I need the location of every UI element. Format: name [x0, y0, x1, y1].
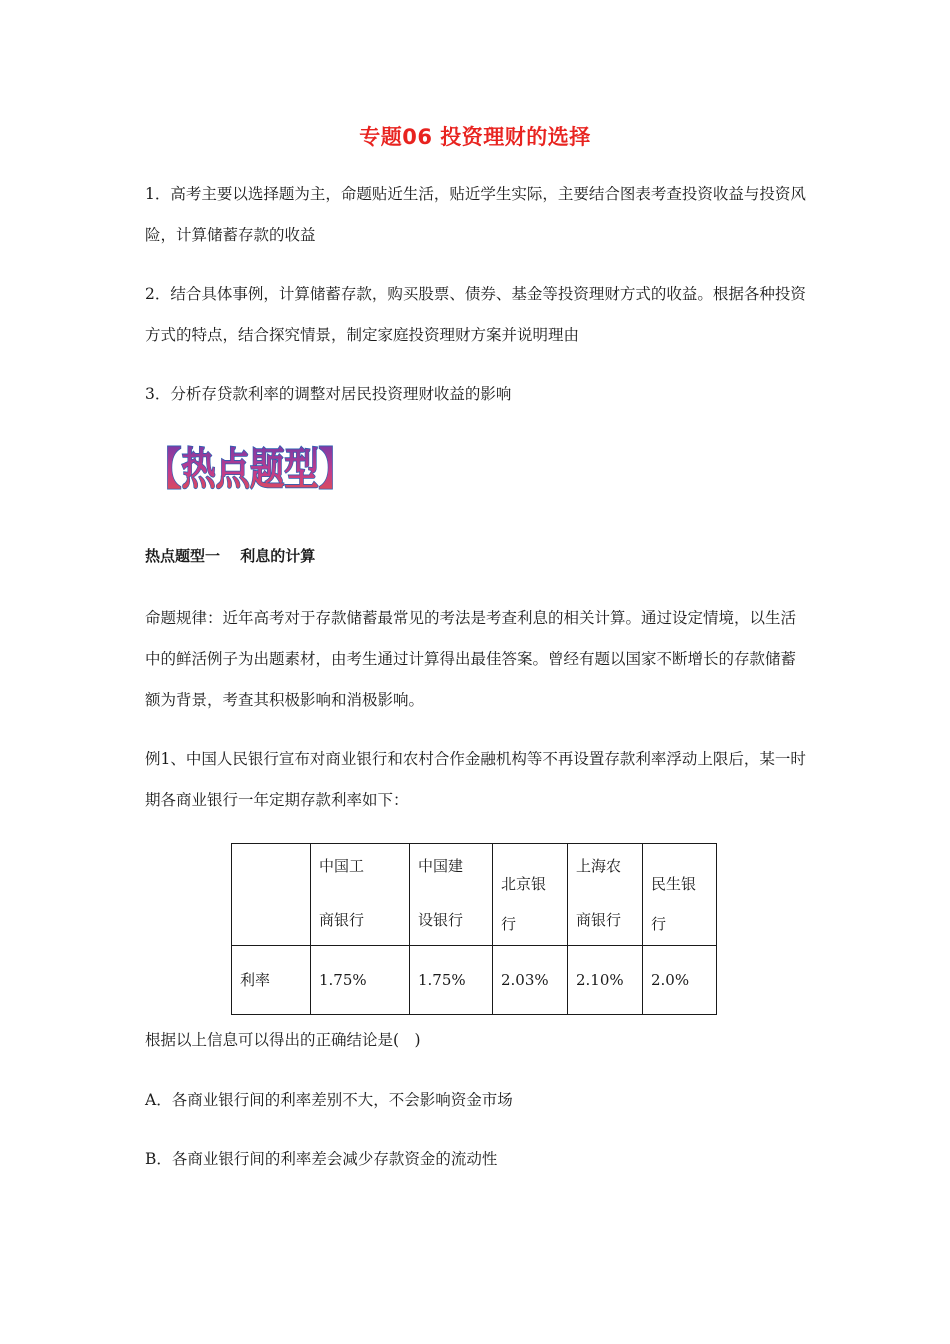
table-cell: 2.0%: [643, 946, 717, 1015]
table-header-cell: 中国工 商银行: [311, 844, 410, 946]
intro-point-2: 2．结合具体事例，计算储蓄存款，购买股票、债券、基金等投资理财方式的收益。根据各种投资方式的特点，结合探究情景，制定家庭投资理财方案并说明理由: [145, 285, 806, 344]
table-header-cell: 上海农 商银行: [568, 844, 643, 946]
table-row-label: 利率: [232, 946, 311, 1015]
table-header-cell: 北京银 行: [493, 844, 568, 946]
section-heading: 热点题型一 利息的计算: [145, 547, 316, 565]
banner-text: 【热点题型】: [147, 444, 353, 495]
table-corner-cell: [232, 844, 311, 946]
intro-point-3: 3．分析存贷款利率的调整对居民投资理财收益的影响: [145, 385, 512, 403]
hot-topic-banner: [143, 440, 357, 494]
table-header-cell: 民生银 行: [643, 844, 717, 946]
option-b: B．各商业银行间的利率差会减少存款资金的流动性: [145, 1150, 498, 1168]
intro-point-1: 1．高考主要以选择题为主，命题贴近生活，贴近学生实际，主要结合图表考查投资收益与投资风险，计算储蓄存款的收益: [145, 185, 806, 244]
table-cell: 2.10%: [568, 946, 643, 1015]
question-stem: 根据以上信息可以得出的正确结论是( ): [145, 1031, 421, 1049]
example-stem: 例1、中国人民银行宣布对商业银行和农村合作金融机构等不再设置存款利率浮动上限后，某一时期各商业银行一年定期存款利率如下：: [145, 750, 806, 809]
question-rule: 命题规律：近年高考对于存款储蓄最常见的考法是考查利息的相关计算。通过设定情境，以生活中的鲜活例子为出题素材，由考生通过计算得出最佳答案。曾经有题以国家不断增长的存款储蓄额为背景，考查其积极影响和消极影响。: [145, 609, 797, 709]
table-cell: 1.75%: [410, 946, 493, 1015]
page-title: 专题06 投资理财的选择: [359, 125, 591, 149]
table-row: [232, 946, 717, 1015]
table-header-row: [232, 844, 717, 946]
option-a: A．各商业银行间的利率差别不大，不会影响资金市场: [145, 1091, 513, 1109]
table-header-cell: 中国建 设银行: [410, 844, 493, 946]
interest-rate-table: [231, 843, 717, 1015]
table-cell: 1.75%: [311, 946, 410, 1015]
table-cell: 2.03%: [493, 946, 568, 1015]
